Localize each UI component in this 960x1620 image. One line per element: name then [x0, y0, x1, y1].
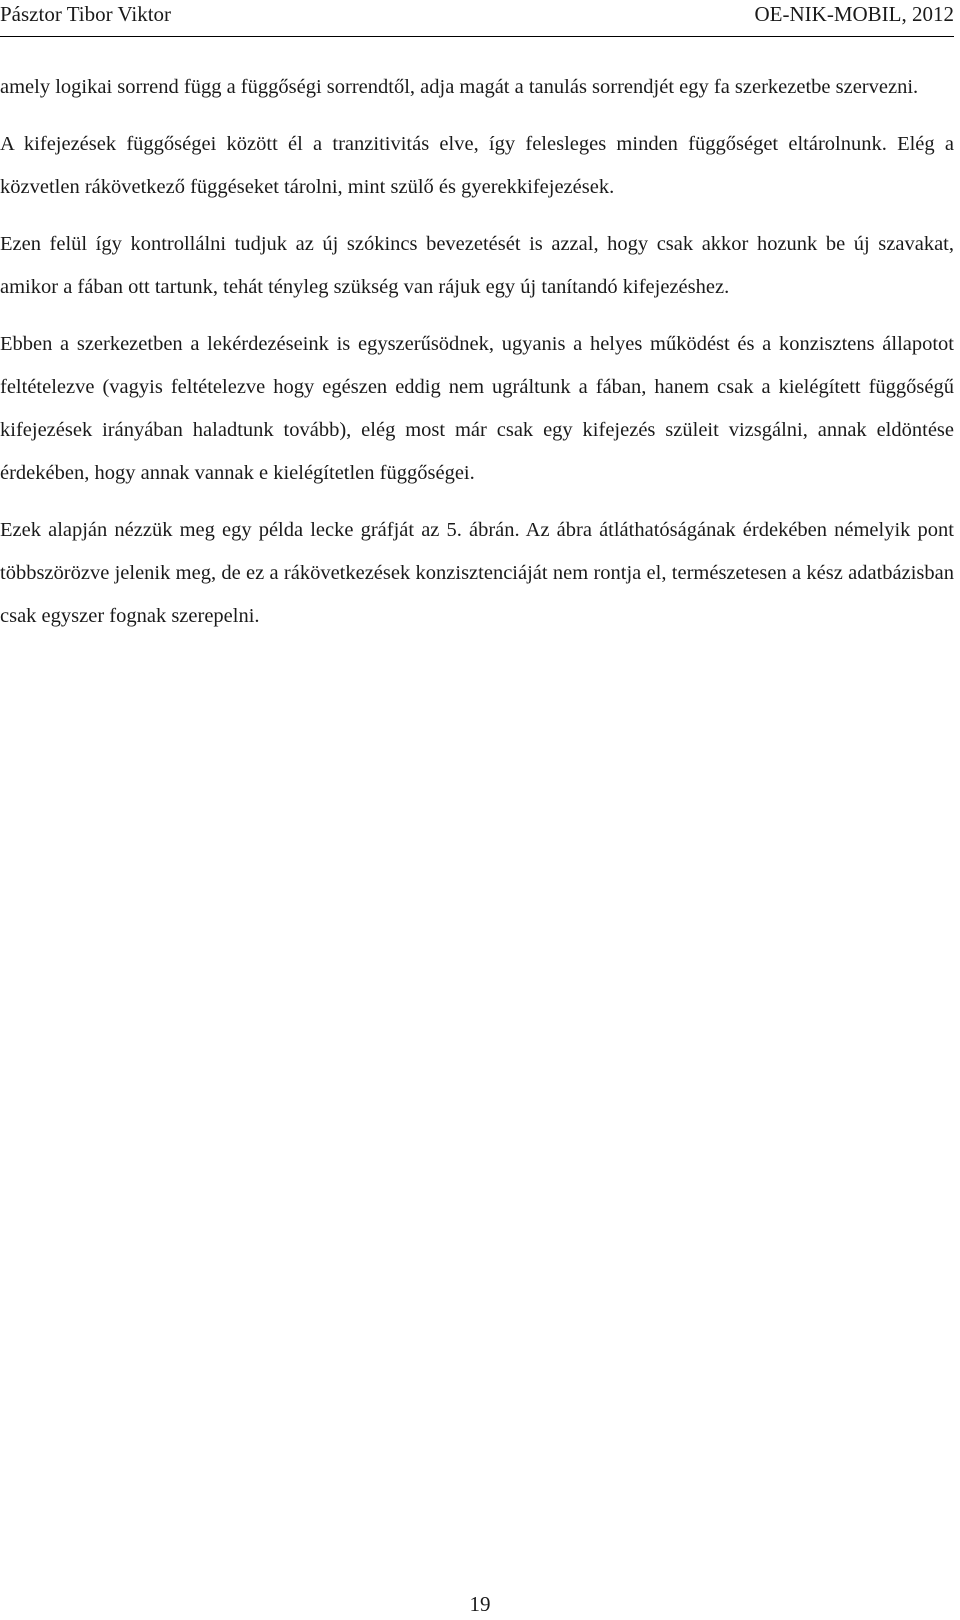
- paragraph: amely logikai sorrend függ a függőségi sorrendtől, adja magát a tanulás sorrendjét egy fa szerkezetbe szervezni.: [0, 76, 919, 98]
- paragraph: A kifejezések függőségei között él a tranzitivitás elve, így felesleges minden függőséget eltárolnunk. Elég a közvetlen rákövetkező függéseket tárolni, mint szülő és gyerekkifejezések.: [0, 133, 954, 198]
- paragraph: Ezek alapján nézzük meg egy példa lecke gráfját az 5. ábrán. Az ábra átláthatóságának érdekében némelyik pont többszörözve jelenik meg, de ez a rákövetkezések konzisztenciáját nem rontja el, természetesen a kész adatbázisban csak egyszer fognak szerepelni.: [0, 519, 954, 627]
- page-number: 19: [469, 1592, 491, 1616]
- paragraph: Ebben a szerkezetben a lekérdezéseink is egyszerűsödnek, ugyanis a helyes működést és a konzisztens állapotot feltételezve (vagyis feltételezve hogy egészen eddig nem ugráltunk a fában, hanem csak a kielégített függőségű kifejezések irányában haladtunk tovább), elég most már csak egy kifejezés szüleit vizsgálni, annak eldöntése érdekében, hogy annak vannak e kielégítetlen függőségei.: [0, 333, 954, 484]
- header-author: Pásztor Tibor Viktor: [0, 2, 172, 26]
- page-body: [0, 66, 954, 652]
- paragraph: Ezen felül így kontrollálni tudjuk az új szókincs bevezetését is azzal, hogy csak akkor hozunk be új szavakat, amikor a fában ott tartunk, tehát tényleg szükség van rájuk egy új tanítandó kifejezéshez.: [0, 233, 954, 298]
- header-document-id: OE-NIK-MOBIL, 2012: [754, 2, 954, 26]
- page-header: [0, 0, 954, 37]
